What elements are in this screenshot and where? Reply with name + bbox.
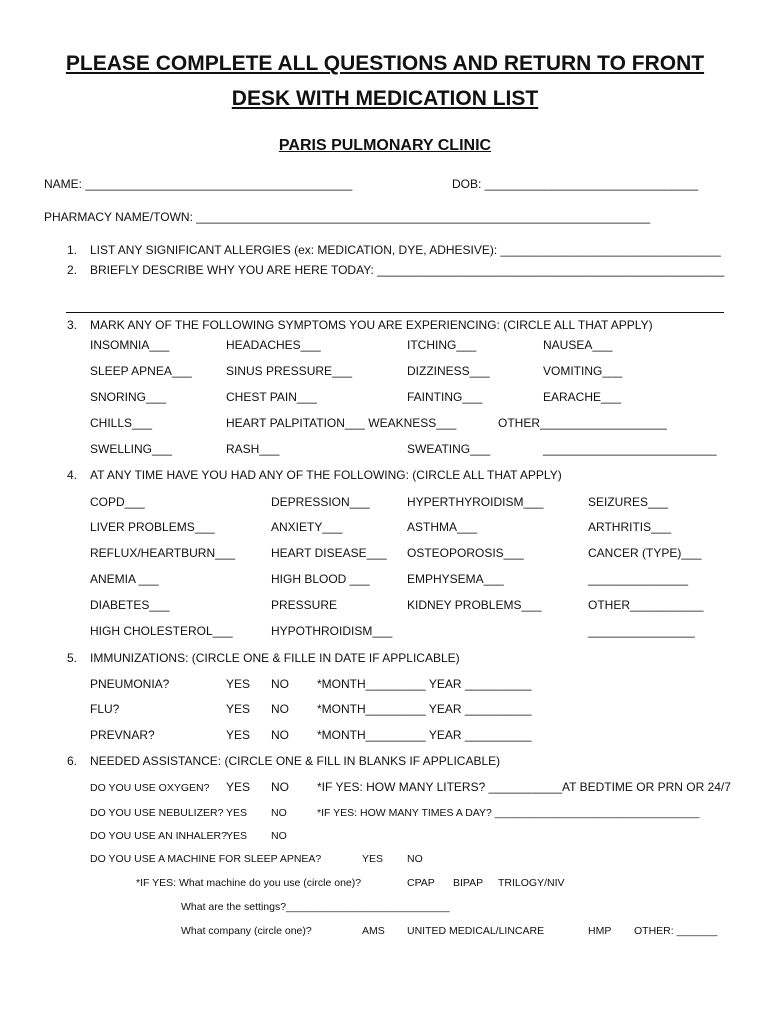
symptom-option[interactable]: SLEEP APNEA___	[90, 364, 192, 378]
history-heading: AT ANY TIME HAVE YOU HAD ANY OF THE FOLLOWING: (CIRCLE ALL THAT APPLY)	[90, 468, 562, 482]
condition-option[interactable]: ANXIETY___	[271, 520, 343, 534]
date-field[interactable]: *MONTH_________ YEAR __________	[317, 702, 532, 716]
hmp-option[interactable]: HMP	[588, 925, 612, 937]
condition-option[interactable]: DIABETES___	[90, 598, 170, 612]
condition-option[interactable]: ANEMIA ___	[90, 572, 159, 586]
condition-other-blank[interactable]: ________________	[588, 624, 695, 638]
q1-number: 1.	[67, 243, 78, 257]
yes-option[interactable]: YES	[226, 807, 248, 819]
bipap-option[interactable]: BIPAP	[453, 877, 484, 889]
machine-settings-field[interactable]: What are the settings?____________________________	[181, 901, 450, 913]
answer-line[interactable]	[66, 312, 724, 313]
assistance-heading: NEEDED ASSISTANCE: (CIRCLE ONE & FILL IN BLANKS IF APPLICABLE)	[90, 754, 501, 768]
symptom-option[interactable]: NAUSEA___	[543, 338, 613, 352]
company-other-field[interactable]: OTHER: _______	[634, 925, 718, 937]
symptom-option[interactable]: CHEST PAIN___	[226, 390, 317, 404]
condition-option[interactable]: HIGH CHOLESTEROL___	[90, 624, 233, 638]
ams-option[interactable]: AMS	[362, 925, 385, 937]
no-option[interactable]: NO	[271, 830, 287, 842]
condition-option[interactable]: HEART DISEASE___	[271, 546, 387, 560]
yes-option[interactable]: YES	[226, 702, 251, 716]
symptom-option[interactable]: RASH___	[226, 442, 280, 456]
condition-option[interactable]: HYPERTHYROIDISM___	[407, 495, 544, 509]
form-title-line1: PLEASE COMPLETE ALL QUESTIONS AND RETURN TO FRONT	[65, 52, 705, 75]
condition-option[interactable]: OSTEOPOROSIS___	[407, 546, 524, 560]
no-option[interactable]: NO	[271, 677, 289, 691]
q5-number: 5.	[67, 651, 78, 665]
machine-type-question: *IF YES: What machine do you use (circle one)?	[136, 877, 362, 889]
oxygen-liters-field[interactable]: *IF YES: HOW MANY LITERS? ___________AT BEDTIME OR PRN OR 24/7	[317, 780, 731, 794]
condition-option[interactable]: PRESSURE	[271, 598, 338, 612]
no-option[interactable]: NO	[407, 853, 423, 865]
yes-option[interactable]: YES	[362, 853, 384, 865]
symptom-option[interactable]: INSOMNIA___	[90, 338, 170, 352]
symptom-option[interactable]: DIZZINESS___	[407, 364, 490, 378]
form-title-line2: DESK WITH MEDICATION LIST	[231, 87, 539, 110]
dob-field[interactable]: DOB: ________________________________	[452, 177, 699, 191]
cancer-type-blank[interactable]: _______________	[588, 572, 689, 586]
condition-option[interactable]: DEPRESSION___	[271, 495, 370, 509]
date-field[interactable]: *MONTH_________ YEAR __________	[317, 677, 532, 691]
yes-option[interactable]: YES	[226, 677, 251, 691]
sleep-machine-question: DO YOU USE A MACHINE FOR SLEEP APNEA?	[90, 853, 322, 865]
no-option[interactable]: NO	[271, 780, 289, 794]
condition-other-field[interactable]: OTHER___________	[588, 598, 704, 612]
symptom-option[interactable]: CHILLS___	[90, 416, 153, 430]
oxygen-question: DO YOU USE OXYGEN?	[90, 782, 210, 794]
condition-option[interactable]: KIDNEY PROBLEMS___	[407, 598, 542, 612]
symptom-option[interactable]: VOMITING___	[543, 364, 623, 378]
no-option[interactable]: NO	[271, 728, 289, 742]
condition-option[interactable]: ASTHMA___	[407, 520, 478, 534]
symptom-option[interactable]: SNORING___	[90, 390, 167, 404]
symptom-other-field[interactable]: OTHER___________________	[498, 416, 667, 430]
no-option[interactable]: NO	[271, 702, 289, 716]
no-option[interactable]: NO	[271, 807, 287, 819]
symptoms-heading: MARK ANY OF THE FOLLOWING SYMPTOMS YOU ARE EXPERIENCING: (CIRCLE ALL THAT APPLY)	[90, 318, 653, 332]
company-question: What company (circle one)?	[181, 925, 312, 937]
visit-reason-field[interactable]: BRIEFLY DESCRIBE WHY YOU ARE HERE TODAY: ____________________________________________________	[90, 263, 725, 277]
q6-number: 6.	[67, 754, 78, 768]
inhaler-question: DO YOU USE AN INHALER?	[90, 830, 227, 842]
yes-option[interactable]: YES	[226, 830, 248, 842]
condition-option[interactable]: HYPOTHROIDISM___	[271, 624, 393, 638]
symptom-option[interactable]: HEADACHES___	[226, 338, 321, 352]
symptom-option[interactable]: ITCHING___	[407, 338, 477, 352]
symptom-option[interactable]: FAINTING___	[407, 390, 483, 404]
name-field[interactable]: NAME: ________________________________________	[44, 177, 353, 191]
nebulizer-times-field[interactable]: *IF YES: HOW MANY TIMES A DAY? ___________________________________	[317, 807, 700, 819]
trilogy-option[interactable]: TRILOGY/NIV	[498, 877, 565, 889]
symptom-option[interactable]: SWELLING___	[90, 442, 173, 456]
q4-number: 4.	[67, 468, 78, 482]
symptom-option[interactable]: EARACHE___	[543, 390, 622, 404]
immunization-label: FLU?	[90, 702, 120, 716]
symptom-option[interactable]: SWEATING___	[407, 442, 491, 456]
nebulizer-question: DO YOU USE NEBULIZER?	[90, 807, 224, 819]
united-medical-option[interactable]: UNITED MEDICAL/LINCARE	[407, 925, 545, 937]
condition-option[interactable]: COPD___	[90, 495, 145, 509]
condition-option[interactable]: LIVER PROBLEMS___	[90, 520, 215, 534]
immunization-label: PNEUMONIA?	[90, 677, 170, 691]
condition-option[interactable]: SEIZURES___	[588, 495, 669, 509]
pharmacy-field[interactable]: PHARMACY NAME/TOWN: ____________________________________________________________________	[44, 210, 651, 224]
condition-option[interactable]: REFLUX/HEARTBURN___	[90, 546, 236, 560]
condition-option[interactable]: HIGH BLOOD ___	[271, 572, 370, 586]
symptom-blank-field[interactable]: __________________________	[543, 442, 717, 456]
allergies-field[interactable]: LIST ANY SIGNIFICANT ALLERGIES (ex: MEDICATION, DYE, ADHESIVE): _________________________________	[90, 243, 721, 257]
cancer-type-field[interactable]: CANCER (TYPE)___	[588, 546, 702, 560]
symptom-option[interactable]: SINUS PRESSURE___	[226, 364, 353, 378]
condition-option[interactable]: ARTHRITIS___	[588, 520, 672, 534]
date-field[interactable]: *MONTH_________ YEAR __________	[317, 728, 532, 742]
yes-option[interactable]: YES	[226, 728, 251, 742]
q3-number: 3.	[67, 318, 78, 332]
q2-number: 2.	[67, 263, 78, 277]
clinic-name: PARIS PULMONARY CLINIC	[278, 137, 492, 154]
immunizations-heading: IMMUNIZATIONS: (CIRCLE ONE & FILLE IN DATE IF APPLICABLE)	[90, 651, 460, 665]
symptom-option[interactable]: HEART PALPITATION___ WEAKNESS___	[226, 416, 457, 430]
immunization-label: PREVNAR?	[90, 728, 155, 742]
cpap-option[interactable]: CPAP	[407, 877, 435, 889]
condition-option[interactable]: EMPHYSEMA___	[407, 572, 504, 586]
yes-option[interactable]: YES	[226, 780, 251, 794]
